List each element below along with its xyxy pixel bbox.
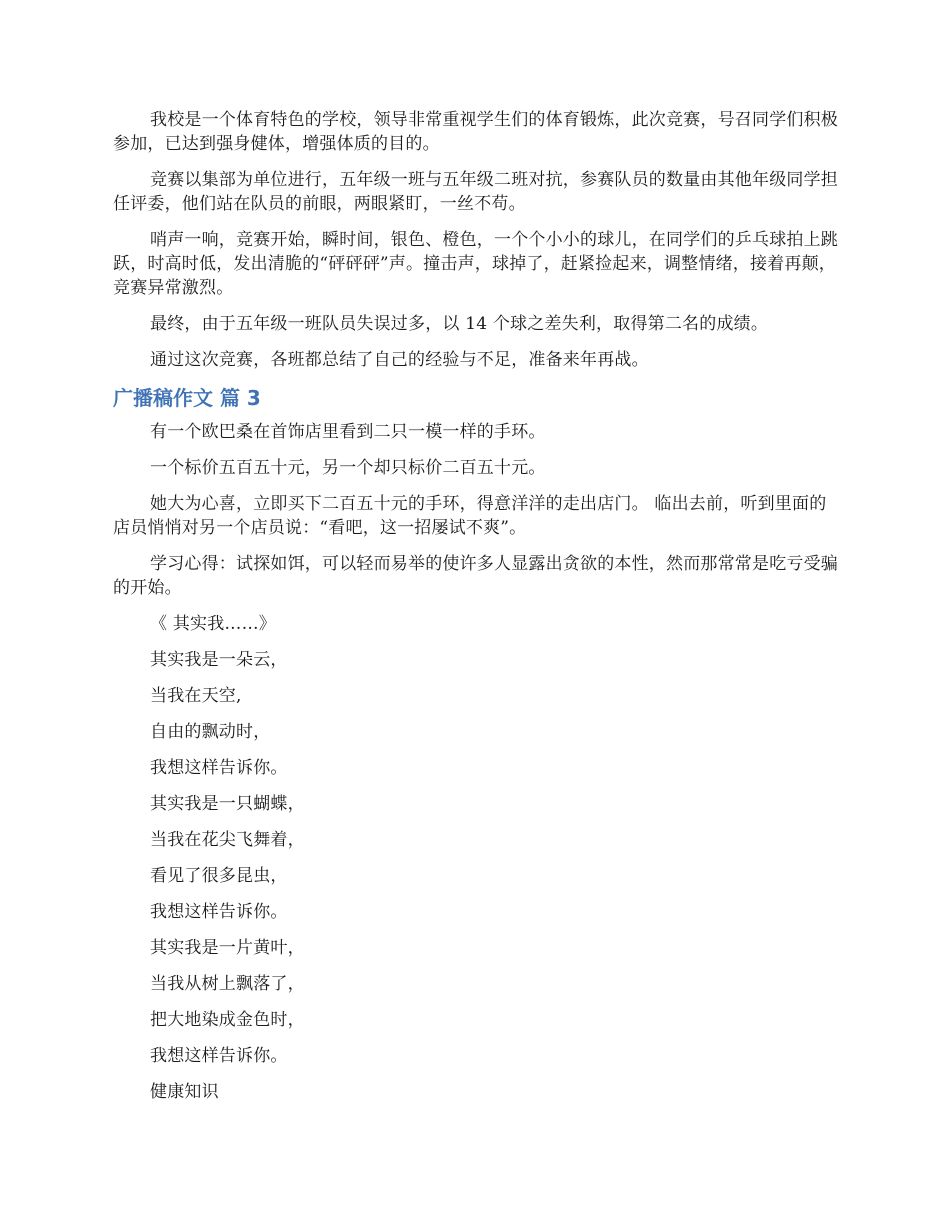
poem-line: 其实我是一朵云，: [150, 650, 288, 670]
poem-line: 其实我是一只蝴蝶，: [150, 794, 305, 814]
poem-line: 我想这样告诉你。: [150, 1046, 288, 1066]
section-heading: 广播稿作文 篇 3: [113, 386, 261, 410]
poem-line: 我想这样告诉你。: [150, 902, 288, 922]
poem-line: 我想这样告诉你。: [150, 758, 288, 778]
body-paragraph: 一个标价五百五十元，另一个却只标价二百五十元。: [150, 458, 546, 478]
poem-line: 当我在天空,: [150, 686, 242, 706]
body-paragraph: 她大为心喜，立即买下二百五十元的手环，得意洋洋的走出店门。 临出去前，听到里面的店员悄悄对另一个店员说：“看吧，这一招屡试不爽”。: [113, 494, 827, 538]
poem-line: 其实我是一片黄叶，: [150, 938, 305, 958]
poem-line: 当我在花尖飞舞着，: [150, 830, 305, 850]
body-paragraph: 有一个欧巴桑在首饰店里看到二只一模一样的手环。: [150, 422, 546, 442]
poem-line: 自由的飘动时，: [150, 722, 271, 742]
poem-line: 把大地染成金色时，: [150, 1010, 305, 1030]
body-paragraph: 竞赛以集部为单位进行，五年级一班与五年级二班对抗，参赛队员的数量由其他年级同学担任评委，他们站在队员的前眼，两眼紧盯，一丝不苟。: [113, 170, 838, 214]
poem-line: 看见了很多昆虫，: [150, 866, 288, 886]
body-paragraph: 学习心得：试探如饵，可以轻而易举的使许多人显露出贪欲的本性，然而那常常是吃亏受骗的开始。: [113, 554, 838, 598]
poem-line: 当我从树上飘落了，: [150, 974, 305, 994]
body-paragraph: 哨声一响，竞赛开始，瞬时间，银色、橙色，一个个小小的球儿，在同学们的乒乓球拍上跳跃，时高时低，发出清脆的“砰砰砰”声。撞击声，球掉了，赶紧捡起来，调整情绪，接着再颠，竞赛异常激烈。: [113, 230, 838, 298]
body-paragraph: 通过这次竞赛，各班都总结了自己的经验与不足，准备来年再战。: [150, 350, 649, 370]
poem-title: 《 其实我……》: [150, 614, 277, 634]
body-paragraph: 最终，由于五年级一班队员失误过多，以 14 个球之差失利，取得第二名的成绩。: [150, 314, 769, 334]
body-paragraph: 我校是一个体育特色的学校，领导非常重视学生们的体育锻炼，此次竞赛，号召同学们积极参加，已达到强身健体，增强体质的目的。: [113, 110, 838, 154]
document-page: [113, 108, 841, 1116]
trailing-line: 健康知识: [150, 1082, 219, 1102]
